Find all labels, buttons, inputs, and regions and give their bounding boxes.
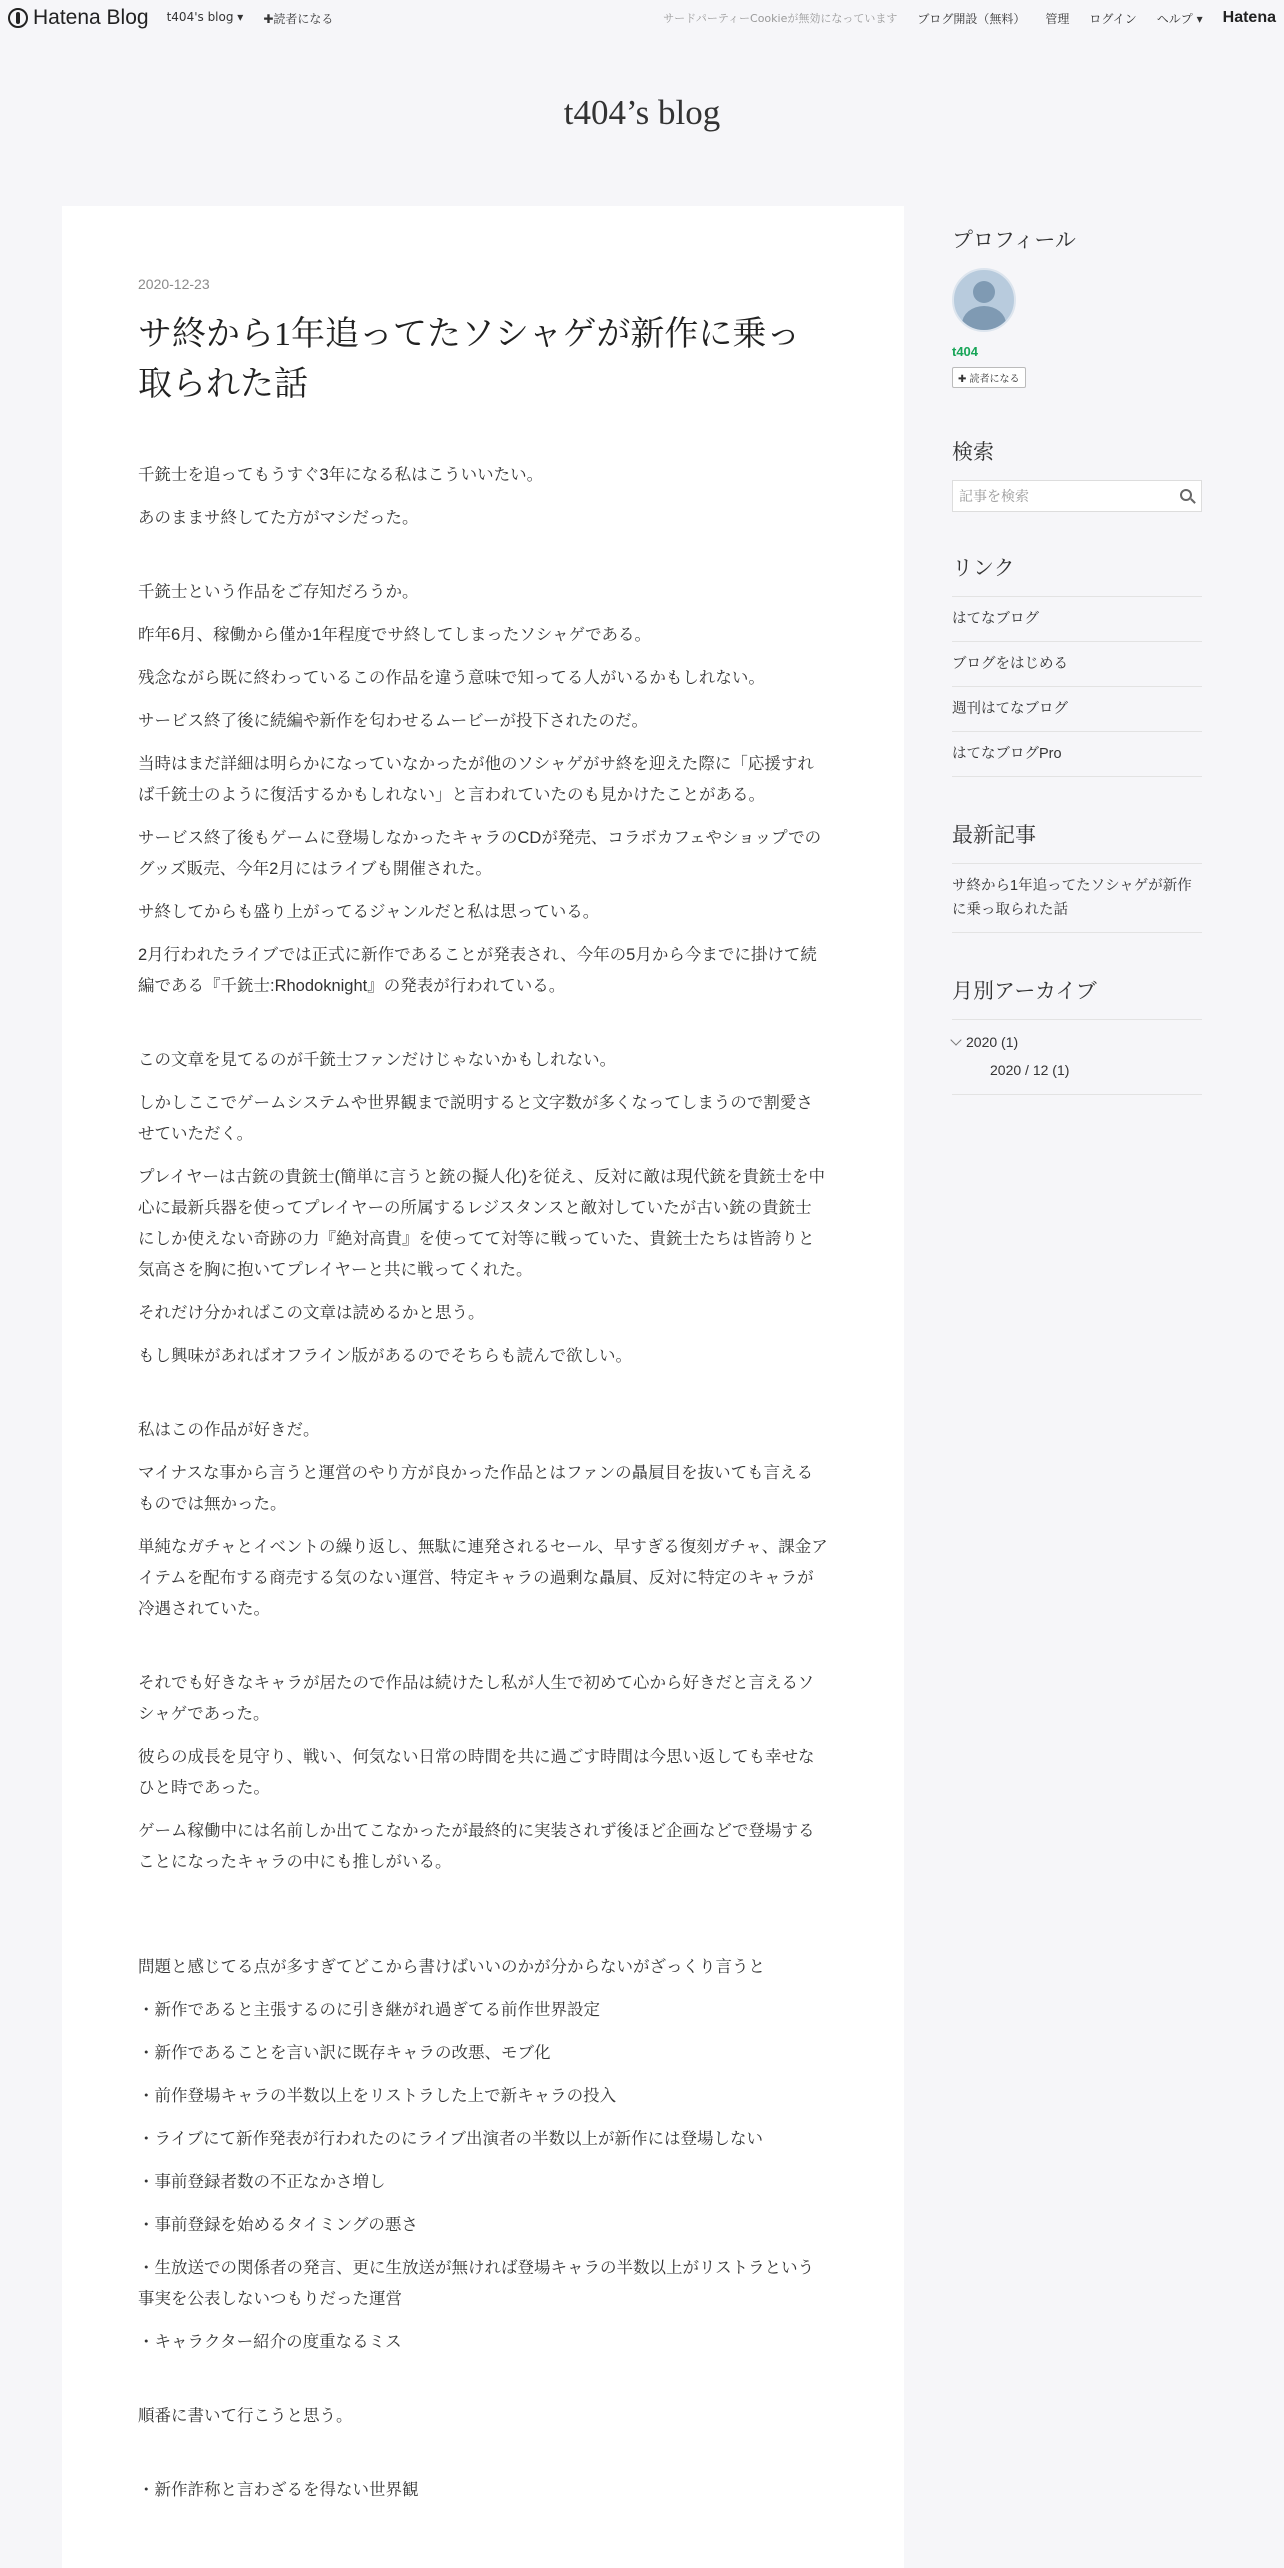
article bbox=[62, 206, 904, 2568]
paragraph: 千銃士を追ってもうすぐ3年になる私はこういいたい。 bbox=[138, 466, 544, 484]
archive-module bbox=[952, 933, 1202, 1095]
paragraph: サービス終了後に続編や新作を匂わせるムービーが投下されたのだ。 bbox=[138, 712, 649, 730]
paragraph: 残念ながら既に終わっているこの作品を違う意味で知ってる人がいるかもしれない。 bbox=[138, 669, 765, 687]
list-item: ・前作登場キャラの半数以上をリストラした上で新キャラの投入 bbox=[138, 2087, 617, 2105]
paragraph: 単純なガチャとイベントの繰り返し、無駄に連発されるセール、早すぎる復刻ガチャ、課金アイテムを配布する商売する気のない運営、特定キャラの過剰な贔屓、反対に特定のキャラが冷遇されていた。 bbox=[138, 1538, 828, 1618]
list-item: ・新作であることを言い訳に既存キャラの改悪、モブ化 bbox=[138, 2044, 551, 2062]
links-title: リンク bbox=[952, 557, 1015, 580]
list-item: ・事前登録者数の不正なかさ増し bbox=[138, 2173, 386, 2191]
paragraph: 順番に書いて行こうと思う。 bbox=[138, 2407, 353, 2425]
login-link[interactable]: ログイン bbox=[1089, 11, 1137, 26]
archive-year-label[interactable]: 2020 (1) bbox=[966, 1034, 1019, 1050]
hatena-logo-icon bbox=[8, 8, 28, 28]
archive-month[interactable]: 2020 / 12 (1) bbox=[990, 1062, 1070, 1078]
subscribe-link[interactable]: ✚読者になる bbox=[263, 11, 334, 26]
blog-title-text[interactable]: t404’s blog bbox=[563, 93, 721, 132]
paragraph: プレイヤーは古銃の貴銃士(簡単に言うと銃の擬人化)を従え、反対に敵は現代銃を貴銃士を中心に最新兵器を使ってプレイヤーの所属するレジスタンスと敵対していたが古い銃の貴銃士にしか使えない奇跡の力『絶対高貴』を使ってて対等に戦っていた、貴銃士たちは皆誇りと気高さを胸に抱いてプレイヤーと共に戦ってくれた。 bbox=[138, 1168, 825, 1279]
paragraph: あのままサ終してた方がマシだった。 bbox=[138, 509, 419, 527]
admin-link[interactable]: 管理 bbox=[1045, 11, 1070, 26]
list-item: ・キャラクター紹介の度重なるミス bbox=[138, 2333, 402, 2351]
search-icon[interactable] bbox=[1180, 489, 1192, 501]
paragraph: それだけ分かればこの文章は読めるかと思う。 bbox=[138, 1304, 485, 1322]
sidebar bbox=[952, 206, 1202, 1095]
recent-entry-link[interactable]: サ終から1年追ってたソシャゲが新作に乗っ取られた話 bbox=[952, 863, 1202, 933]
subscribe-button[interactable]: ✚ 読者になる bbox=[952, 367, 1026, 388]
blog-menu-dropdown[interactable]: t404's blog ▾ bbox=[166, 9, 244, 24]
list-item: ・事前登録を始めるタイミングの悪さ bbox=[138, 2216, 418, 2234]
paragraph: ゲーム稼働中には名前しか出てこなかったが最終的に実装されず後ほど企画などで登場することになったキャラの中にも推しがいる。 bbox=[138, 1822, 815, 1871]
paragraph: サ終してからも盛り上がってるジャンルだと私は思っている。 bbox=[138, 903, 600, 921]
chevron-down-icon[interactable] bbox=[950, 1034, 961, 1045]
paragraph: 当時はまだ詳細は明らかになっていなかったが他のソシャゲがサ終を迎えた際に「応援すれば千銃士のように復活するかもしれない」と言われていたのも見かけたことがある。 bbox=[138, 755, 814, 804]
search-box bbox=[952, 480, 1202, 512]
list-item: ・新作詐称と言わざるを得ない世界観 bbox=[138, 2481, 419, 2499]
recent-title: 最新記事 bbox=[952, 824, 1036, 847]
sidebar-link[interactable]: ブログをはじめる bbox=[952, 642, 1202, 687]
list-item: ・ライブにて新作発表が行われたのにライブ出演者の半数以上が新作には登場しない bbox=[138, 2130, 764, 2148]
paragraph: もし興味があればオフライン版があるのでそちらも読んで欲しい。 bbox=[138, 1347, 633, 1365]
profile-username[interactable]: t404 bbox=[952, 344, 979, 359]
cookie-notice: サードパーティーCookieが無効になっています bbox=[663, 12, 898, 25]
sidebar-link[interactable]: 週刊はてなブログ bbox=[952, 687, 1202, 732]
profile-module bbox=[952, 206, 1202, 388]
avatar[interactable] bbox=[952, 268, 1016, 332]
archive-year[interactable] bbox=[952, 1034, 1202, 1050]
paragraph: マイナスな事から言うと運営のやり方が良かった作品とはファンの贔屓目を抜いても言えるものでは無かった。 bbox=[138, 1464, 814, 1513]
paragraph: 千銃士という作品をご存知だろうか。 bbox=[138, 583, 419, 601]
paragraph: それでも好きなキャラが居たので作品は続けたし私が人生で初めて心から好きだと言えるソシャゲであった。 bbox=[138, 1674, 815, 1723]
paragraph: 問題と感じてる点が多すぎてどこから書けばいいのかが分からないがざっくり言うと bbox=[138, 1958, 765, 1976]
paragraph: サービス終了後もゲームに登場しなかったキャラのCDが発売、コラボカフェやショップでのグッズ販売、今年2月にはライブも開催された。 bbox=[138, 829, 822, 878]
entry-title[interactable]: サ終から1年追ってたソシャゲが新作に乗っ取られた話 bbox=[138, 316, 801, 403]
entry-date[interactable]: 2020-12-23 bbox=[138, 276, 210, 292]
list-item: ・新作であると主張するのに引き継がれ過ぎてる前作世界設定 bbox=[138, 2001, 600, 2019]
profile-title: プロフィール bbox=[952, 229, 1076, 252]
logo-text: Hatena Blog bbox=[33, 6, 149, 29]
global-header bbox=[0, 0, 1284, 36]
paragraph: 私はこの作品が好きだ。 bbox=[138, 1421, 320, 1439]
search-module bbox=[952, 388, 1202, 512]
search-input[interactable] bbox=[953, 481, 1163, 511]
help-dropdown[interactable]: ヘルプ ▾ bbox=[1156, 11, 1203, 26]
hatena-blog-logo[interactable] bbox=[8, 6, 149, 30]
paragraph: 昨年6月、稼働から僅か1年程度でサ終してしまったソシャゲである。 bbox=[138, 626, 652, 644]
list-item: ・生放送での関係者の発言、更に生放送が無ければ登場キャラの半数以上がリストラという事実を公表しないつもりだった運営 bbox=[138, 2259, 815, 2308]
open-blog-link[interactable]: ブログ開設（無料） bbox=[917, 11, 1026, 26]
paragraph: しかしここでゲームシステムや世界観まで説明すると文字数が多くなってしまうので割愛させていただく。 bbox=[138, 1094, 813, 1143]
hatena-link[interactable]: Hatena bbox=[1222, 9, 1276, 26]
entry-body bbox=[138, 460, 828, 2506]
paragraph: この文章を見てるのが千銃士ファンだけじゃないかもしれない。 bbox=[138, 1051, 617, 1069]
paragraph: 2月行われたライブでは正式に新作であることが発表され、今年の5月から今までに掛けて続編である『千銃士:Rhodoknight』の発表が行われている。 bbox=[138, 946, 817, 995]
paragraph: 彼らの成長を見守り、戦い、何気ない日常の時間を共に過ごす時間は今思い返しても幸せなひと時であった。 bbox=[138, 1748, 815, 1797]
links-module bbox=[952, 512, 1202, 777]
archive-list bbox=[952, 1019, 1202, 1095]
recent-module bbox=[952, 777, 1202, 933]
archive-title: 月別アーカイブ bbox=[952, 980, 1097, 1003]
sidebar-link[interactable]: はてなブログPro bbox=[952, 732, 1202, 777]
search-title: 検索 bbox=[952, 441, 994, 464]
sidebar-link[interactable]: はてなブログ bbox=[952, 597, 1202, 642]
